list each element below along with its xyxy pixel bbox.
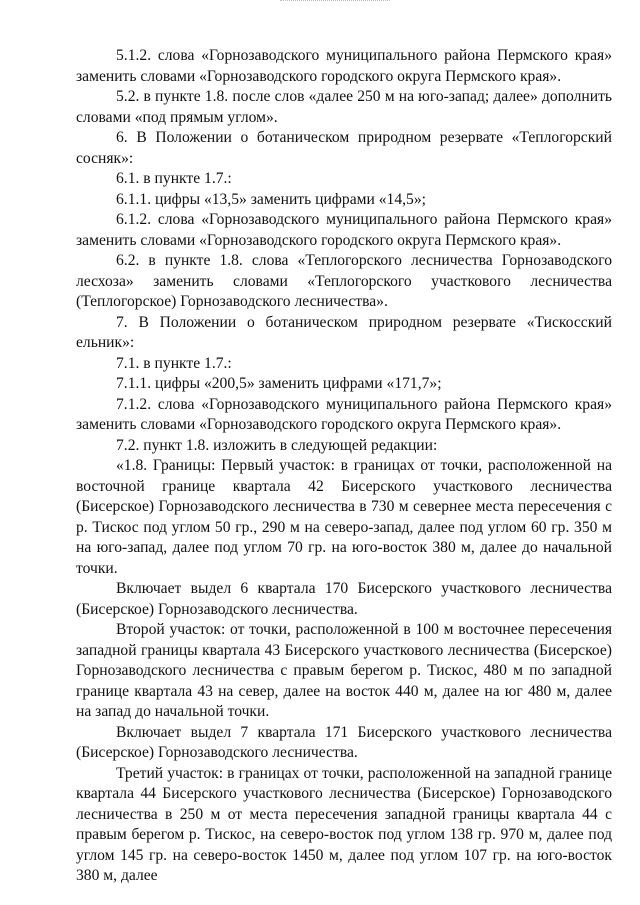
paragraph: 7.1.1. цифры «200,5» заменить цифрами «171,7»; [116, 375, 442, 392]
paragraph: Включает выдел 6 квартала 170 Бисерского участкового лесничества (Бисерское) Горнозаводского лесничества. [76, 580, 612, 618]
paragraph: 7.2. пункт 1.8. изложить в следующей редакции: [116, 436, 438, 454]
paragraph: 7.1. в пункте 1.7.: [116, 354, 232, 372]
scan-artifact [280, 0, 390, 4]
paragraph: 6. В Положении о ботаническом природном резервате «Теплогорский сосняк»: [76, 129, 612, 167]
paragraph: «1.8. Границы: Первый участок: в границах от точки, расположенной на восточной границе квартала 42 Бисерского участкового лесничества (Бисерское) Горнозаводского лесничества в 730 м севернее места пересечения с р. Тискос под углом 50 гр., 290 м на северо-запад, далее под углом 60 гр. 350 м на юго-запад, далее под углом 70 гр. на юго-восток 380 м, далее до начальной точки. [76, 457, 612, 577]
paragraph: 6.1.2. слова «Горнозаводского муниципального района Пермского края» заменить словами «Горнозаводского городского округа Пермского края». [76, 211, 612, 249]
paragraph: 7. В Положении о ботаническом природном резервате «Тискосский ельник»: [76, 313, 612, 351]
paragraph: Включает выдел 7 квартала 171 Бисерского участкового лесничества (Бисерское) Горнозаводского лесничества. [76, 723, 612, 761]
paragraph: 6.2. в пункте 1.8. слова «Теплогорского лесничества Горнозаводского лесхоза» заменить словами «Теплогорского участкового лесничества (Теплогорское) Горнозаводского лесничества». [76, 252, 612, 310]
paragraph: 6.1. в пункте 1.7.: [116, 170, 232, 187]
paragraph: 7.1.2. слова «Горнозаводского муниципального района Пермского края» заменить словами «Горнозаводского городского округа Пермского края». [76, 395, 612, 433]
document-body [76, 46, 612, 887]
paragraph: Третий участок: в границах от точки, расположенной на западной границе квартала 44 Бисерского участкового лесничества (Бисерское) Горнозаводского лесничества в 250 м от места пересечения западной границы квартала 44 с правым берегом р. Тискос, на северо-восток под углом 138 гр. 970 м, далее под углом 145 гр. на северо-восток 1450 м, далее под углом 107 гр. на юго-восток 380 м, далее [76, 764, 612, 884]
paragraph: 6.1.1. цифры «13,5» заменить цифрами «14,5»; [116, 190, 426, 208]
paragraph: 5.2. в пункте 1.8. после слов «далее 250 м на юго-запад; далее» дополнить словами «под прямым углом». [76, 88, 612, 126]
paragraph: 5.1.2. слова «Горнозаводского муниципального района Пермского края» заменить словами «Горнозаводского городского округа Пермского края». [76, 47, 612, 85]
paragraph: Второй участок: от точки, расположенной в 100 м восточнее пересечения западной границы квартала 43 Бисерского участкового лесничества (Бисерское) Горнозаводского лесничества с правым берегом р. Тискос, 480 м по западной границе квартала 43 на север, далее на восток 440 м, далее на юг 480 м, далее на запад до начальной точки. [76, 621, 612, 720]
